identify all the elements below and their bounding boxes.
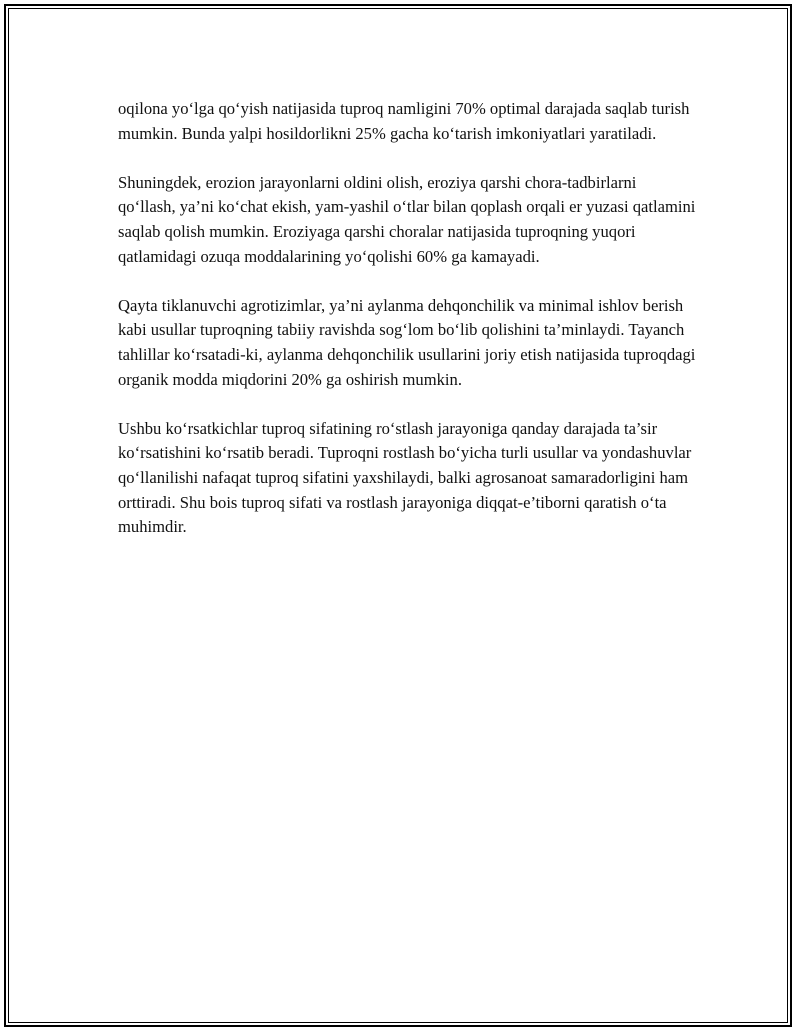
document-body	[118, 97, 698, 564]
paragraph-4: Ushbu ko‘rsatkichlar tuproq sifatining ro‘stlash jarayoniga qanday darajada ta’sir ko‘rsatishini ko‘rsatib beradi. Tuproqni rostlash bo‘yicha turli usullar va yondashuvlar qo‘llanilishi nafaqat tuproq sifatini yaxshilaydi, balki agrosanoat samaradorligini ham orttiradi. Shu bois tuproq sifati va rostlash jarayoniga diqqat-e’tiborni qaratish o‘ta muhimdir.	[118, 418, 692, 537]
paragraph-2: Shuningdek, erozion jarayonlarni oldini olish, eroziya qarshi chora-tadbirlarni qo‘llash, ya’ni ko‘chat ekish, yam-yashil o‘tlar bilan qoplash orqali er yuzasi qatlamini saqlab qolish mumkin. Eroziyaga qarshi choralar natijasida tuproqning yuqori qatlamidagi ozuqa moddalarining yo‘qolishi 60% ga kamayadi.	[118, 172, 696, 266]
page-border	[4, 4, 792, 1027]
paragraph-3: Qayta tiklanuvchi agrotizimlar, ya’ni aylanma dehqonchilik va minimal ishlov berish kabi usullar tuproqning tabiiy ravishda sog‘lom bo‘lib qolishini ta’minlaydi. Tayanch tahlillar ko‘rsatadi-ki, aylanma dehqonchilik usullarini joriy etish natijasida tuproqdagi organik modda miqdorini 20% ga oshirish mumkin.	[118, 295, 696, 389]
paragraph-1: oqilona yo‘lga qo‘yish natijasida tuproq namligini 70% optimal darajada saqlab turish mumkin. Bunda yalpi hosildorlikni 25% gacha ko‘tarish imkoniyatlari yaratiladi.	[118, 99, 690, 143]
